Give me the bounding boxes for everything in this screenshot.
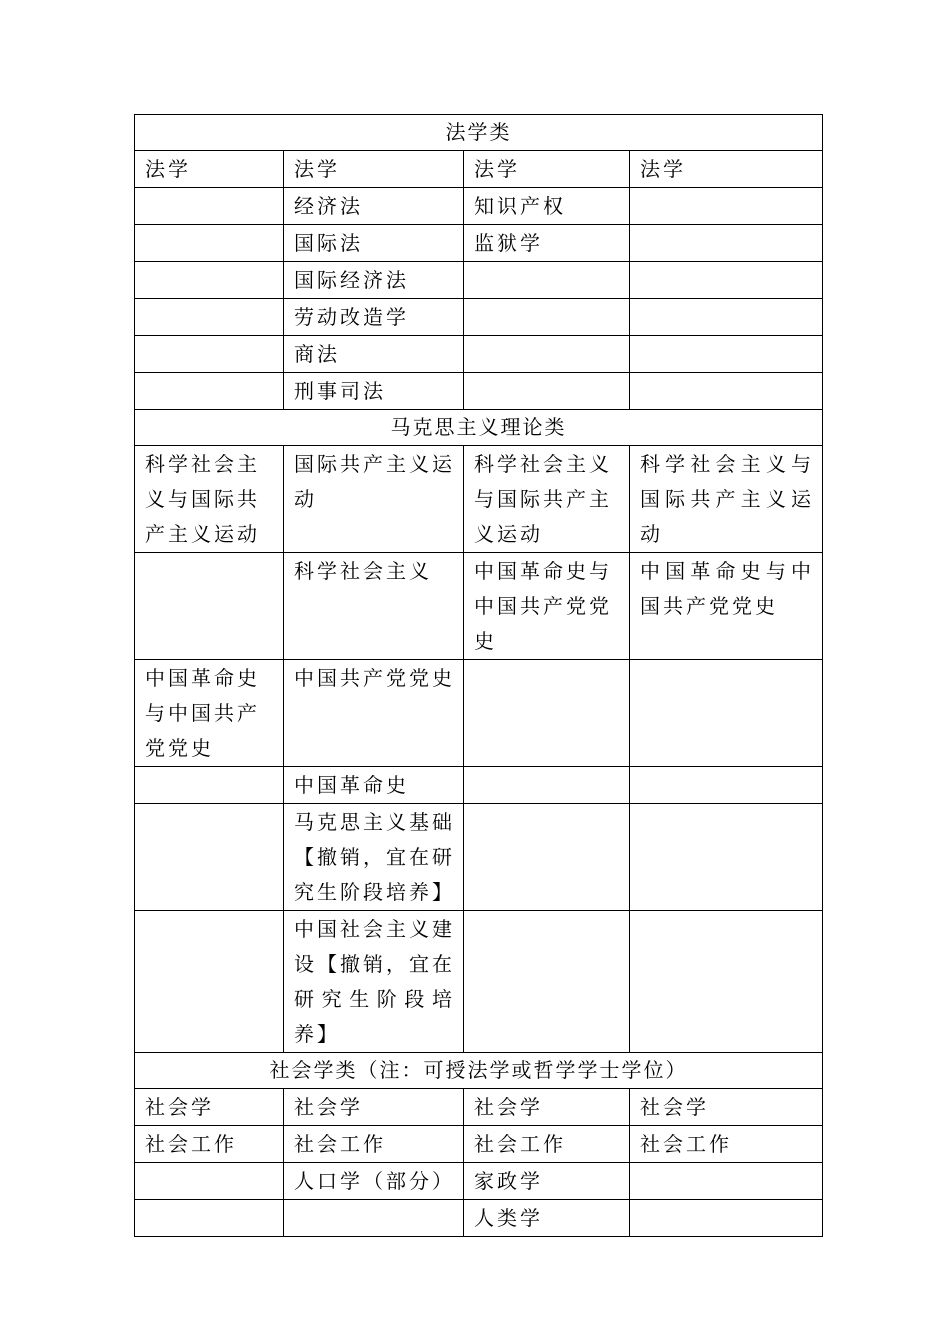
table-row	[135, 336, 823, 373]
table-cell: 商法	[284, 336, 464, 373]
table-cell: 国际共产主义运动	[284, 446, 464, 553]
table-cell: 社会学	[630, 1089, 823, 1126]
table-cell	[464, 804, 630, 911]
table-cell	[630, 767, 823, 804]
table-cell: 监狱学	[464, 225, 630, 262]
table-cell	[135, 336, 284, 373]
table-cell: 社会工作	[464, 1126, 630, 1163]
section-header-row	[135, 410, 823, 446]
table-cell	[135, 373, 284, 410]
section-header-row	[135, 1053, 823, 1089]
table-row	[135, 553, 823, 660]
table-cell: 社会工作	[135, 1126, 284, 1163]
table-cell	[464, 299, 630, 336]
table-cell	[630, 188, 823, 225]
table-cell: 社会工作	[284, 1126, 464, 1163]
table-row	[135, 804, 823, 911]
table-cell: 法学	[135, 151, 284, 188]
table-cell: 刑事司法	[284, 373, 464, 410]
table-cell: 科学社会主义与国际共产主义运动	[630, 446, 823, 553]
table-cell	[284, 1200, 464, 1237]
table-cell: 法学	[284, 151, 464, 188]
table-cell: 经济法	[284, 188, 464, 225]
table-cell: 知识产权	[464, 188, 630, 225]
table-cell	[464, 373, 630, 410]
table-cell	[464, 911, 630, 1053]
table-row	[135, 373, 823, 410]
table-cell	[630, 804, 823, 911]
table-cell: 中国革命史与中国共产党党史	[630, 553, 823, 660]
table-cell: 中国社会主义建设【撤销，宜在研究生阶段培养】	[284, 911, 464, 1053]
table-row	[135, 262, 823, 299]
major-catalog-table	[134, 114, 823, 1237]
table-row	[135, 911, 823, 1053]
table-cell	[135, 911, 284, 1053]
table-cell: 家政学	[464, 1163, 630, 1200]
table-cell	[135, 299, 284, 336]
table-row	[135, 660, 823, 767]
table-cell: 中国革命史	[284, 767, 464, 804]
table-cell: 社会学	[284, 1089, 464, 1126]
table-cell: 法学	[464, 151, 630, 188]
table-cell: 科学社会主义与国际共产主义运动	[135, 446, 284, 553]
table-cell	[464, 660, 630, 767]
table-cell	[135, 804, 284, 911]
table-row	[135, 299, 823, 336]
table-row	[135, 188, 823, 225]
table-cell	[630, 1200, 823, 1237]
table-cell	[464, 262, 630, 299]
table-cell	[135, 767, 284, 804]
table-cell	[630, 1163, 823, 1200]
table-cell	[135, 1200, 284, 1237]
table-cell: 中国革命史与中国共产党党史	[464, 553, 630, 660]
table-row	[135, 767, 823, 804]
table-cell: 社会工作	[630, 1126, 823, 1163]
table-cell	[135, 262, 284, 299]
table-cell: 国际法	[284, 225, 464, 262]
table-cell: 中国共产党党史	[284, 660, 464, 767]
table-cell	[464, 336, 630, 373]
table-row	[135, 225, 823, 262]
section-header-row	[135, 115, 823, 151]
table-cell	[135, 553, 284, 660]
table-cell	[135, 188, 284, 225]
table-cell	[630, 911, 823, 1053]
table-cell: 社会学	[464, 1089, 630, 1126]
table-cell	[630, 299, 823, 336]
table-cell: 科学社会主义与国际共产主义运动	[464, 446, 630, 553]
table-row	[135, 151, 823, 188]
table-row	[135, 1200, 823, 1237]
table-cell	[630, 336, 823, 373]
table-cell	[630, 225, 823, 262]
table-row	[135, 1089, 823, 1126]
table-cell	[464, 767, 630, 804]
table-row	[135, 1163, 823, 1200]
table-cell: 马克思主义基础【撤销，宜在研究生阶段培养】	[284, 804, 464, 911]
table-cell: 科学社会主义	[284, 553, 464, 660]
table-cell: 人口学（部分）	[284, 1163, 464, 1200]
table-cell	[630, 373, 823, 410]
table-row	[135, 446, 823, 553]
table-cell: 劳动改造学	[284, 299, 464, 336]
table-cell: 人类学	[464, 1200, 630, 1237]
section-title-sociology: 社会学类（注：可授法学或哲学学士学位）	[135, 1053, 823, 1089]
table-cell: 法学	[630, 151, 823, 188]
table-cell: 中国革命史与中国共产党党史	[135, 660, 284, 767]
section-title-law: 法学类	[135, 115, 823, 151]
table-cell	[135, 1163, 284, 1200]
table-cell	[630, 262, 823, 299]
table-row	[135, 1126, 823, 1163]
table-cell	[135, 225, 284, 262]
table-cell	[630, 660, 823, 767]
table-cell: 国际经济法	[284, 262, 464, 299]
table-cell: 社会学	[135, 1089, 284, 1126]
section-title-marxism: 马克思主义理论类	[135, 410, 823, 446]
